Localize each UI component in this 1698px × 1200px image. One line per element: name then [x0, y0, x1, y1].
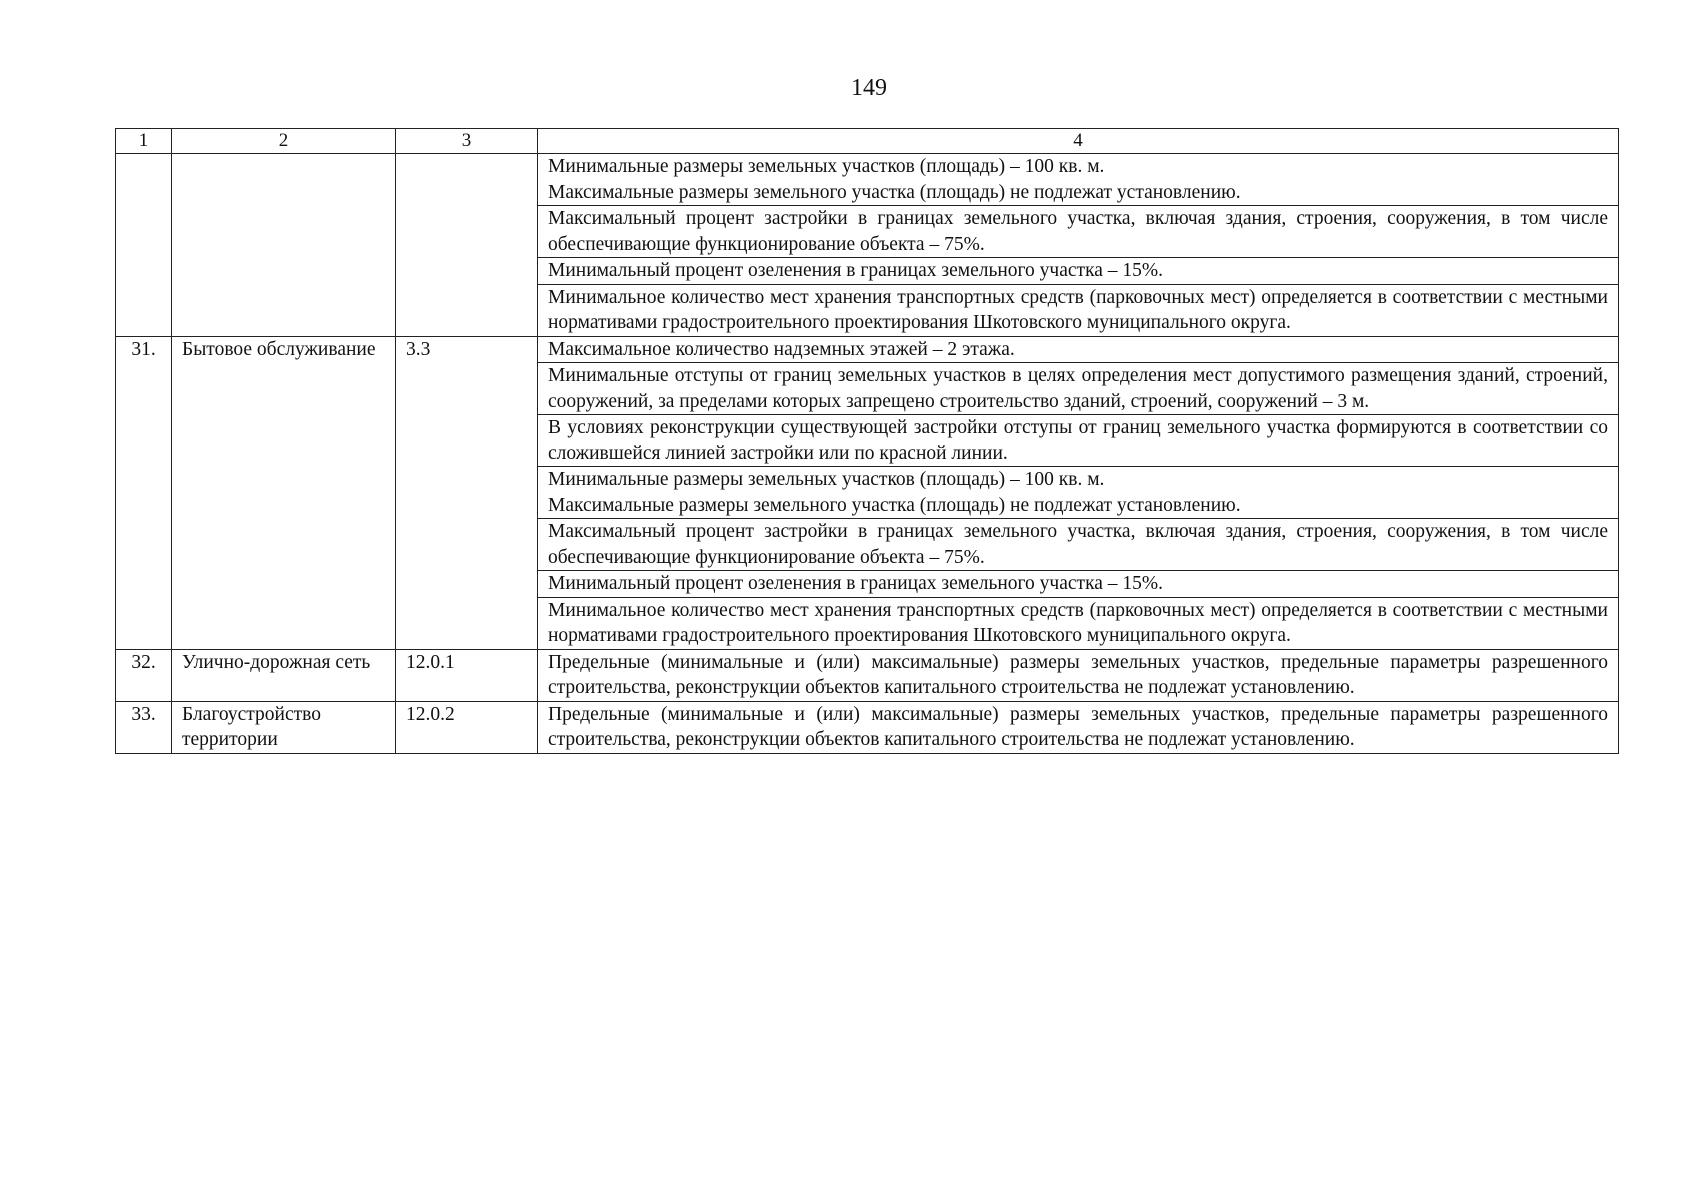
- land-use-code-cell: 3.3: [396, 336, 538, 649]
- column-number-row: [116, 129, 1619, 154]
- column-number-3: 3: [396, 129, 538, 154]
- table-row: [116, 154, 1619, 206]
- table-row: [116, 701, 1619, 753]
- parameter-cell: Максимальное количество надземных этажей – 2 этажа.: [538, 336, 1619, 363]
- land-use-type-cell: Благоустройство территории: [172, 701, 396, 753]
- parameter-cell: Минимальный процент озеленения в границах земельного участка – 15%.: [538, 258, 1619, 285]
- parameter-cell: Минимальное количество мест хранения транспортных средств (парковочных мест) определяется в соответствии с местными нормативами градостроительного проектирования Шкотовского муниципального округа.: [538, 597, 1619, 649]
- row-number-cell: [116, 154, 172, 337]
- parameter-cell: Минимальные размеры земельных участков (площадь) – 100 кв. м. Максимальные размеры земельного участка (площадь) не подлежат установлению.: [538, 467, 1619, 519]
- row-number-cell: 32.: [116, 649, 172, 701]
- column-number-2: 2: [172, 129, 396, 154]
- table-body: [116, 129, 1619, 754]
- parameter-cell: Минимальный процент озеленения в границах земельного участка – 15%.: [538, 571, 1619, 598]
- land-use-type-cell: Бытовое обслуживание: [172, 336, 396, 649]
- row-number-cell: 33.: [116, 701, 172, 753]
- land-use-type-cell: Улично-дорожная сеть: [172, 649, 396, 701]
- column-number-4: 4: [538, 129, 1619, 154]
- land-use-regulations-table: [115, 128, 1619, 754]
- row-number-cell: 31.: [116, 336, 172, 649]
- parameter-cell: Минимальное количество мест хранения транспортных средств (парковочных мест) определяется в соответствии с местными нормативами градостроительного проектирования Шкотовского муниципального округа.: [538, 284, 1619, 336]
- land-use-code-cell: 12.0.1: [396, 649, 538, 701]
- parameter-cell: Предельные (минимальные и (или) максимальные) размеры земельных участков, предельные параметры разрешенного строительства, реконструкции объектов капитального строительства не подлежат установлению.: [538, 649, 1619, 701]
- parameter-cell: Предельные (минимальные и (или) максимальные) размеры земельных участков, предельные параметры разрешенного строительства, реконструкции объектов капитального строительства не подлежат установлению.: [538, 701, 1619, 753]
- land-use-code-cell: [396, 154, 538, 337]
- parameter-cell: Минимальные размеры земельных участков (площадь) – 100 кв. м. Максимальные размеры земельного участка (площадь) не подлежат установлению.: [538, 154, 1619, 206]
- table-row: [116, 336, 1619, 363]
- parameter-cell: Максимальный процент застройки в границах земельного участка, включая здания, строения, сооружения, в том числе обеспечивающие функционирование объекта – 75%.: [538, 206, 1619, 258]
- land-use-code-cell: 12.0.2: [396, 701, 538, 753]
- page-number: 149: [851, 75, 887, 101]
- table-row: [116, 649, 1619, 701]
- land-use-type-cell: [172, 154, 396, 337]
- parameter-cell: Минимальные отступы от границ земельных участков в целях определения мест допустимого размещения зданий, строений, сооружений, за пределами которых запрещено строительство зданий, строений, сооружений – 3 м.: [538, 363, 1619, 415]
- parameter-cell: Максимальный процент застройки в границах земельного участка, включая здания, строения, сооружения, в том числе обеспечивающие функционирование объекта – 75%.: [538, 519, 1619, 571]
- parameter-cell: В условиях реконструкции существующей застройки отступы от границ земельного участка формируются в соответствии со сложившейся линией застройки или по красной линии.: [538, 415, 1619, 467]
- column-number-1: 1: [116, 129, 172, 154]
